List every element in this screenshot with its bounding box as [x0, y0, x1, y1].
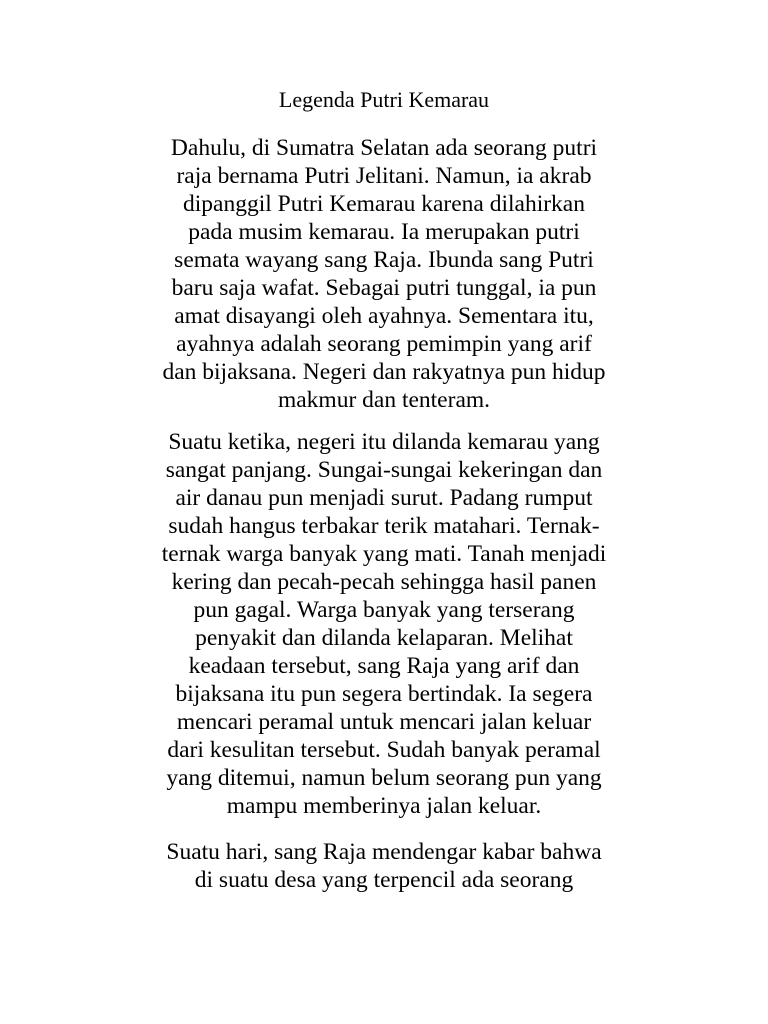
- text-line: raja bernama Putri Jelitani. Namun, ia akrab: [176, 163, 592, 189]
- text-line: semata wayang sang Raja. Ibunda sang Putri: [174, 247, 594, 273]
- text-line: Suatu hari, sang Raja mendengar kabar bahwa: [166, 839, 602, 865]
- document-title: Legenda Putri Kemarau: [278, 87, 490, 112]
- text-line: yang ditemui, namun belum seorang pun yang: [166, 765, 602, 791]
- text-line: amat disayangi oleh ayahnya. Sementara itu,: [174, 303, 594, 329]
- text-line: dan bijaksana. Negeri dan rakyatnya pun hidup: [162, 359, 606, 385]
- text-line: pada musim kemarau. Ia merupakan putri: [188, 219, 580, 245]
- text-line: air danau pun menjadi surut. Padang rumput: [175, 485, 593, 511]
- text-line: bijaksana itu pun segera bertindak. Ia segera: [175, 681, 593, 707]
- text-line: Suatu ketika, negeri itu dilanda kemarau yang: [168, 429, 600, 455]
- text-line: sudah hangus terbakar terik matahari. Ternak-: [168, 513, 600, 539]
- text-line: mencari peramal untuk mencari jalan keluar: [176, 709, 592, 735]
- text-line: di suatu desa yang terpencil ada seorang: [194, 867, 574, 893]
- text-line: ayahnya adalah seorang pemimpin yang arif: [176, 331, 592, 357]
- text-line: ternak warga banyak yang mati. Tanah menjadi: [161, 541, 607, 567]
- text-line: dari kesulitan tersebut. Sudah banyak peramal: [167, 737, 601, 763]
- text-line: kering dan pecah-pecah sehingga hasil panen: [171, 569, 597, 595]
- text-line: penyakit dan dilanda kelaparan. Melihat: [195, 625, 573, 651]
- text-line: baru saja wafat. Sebagai putri tunggal, ia pun: [171, 275, 597, 301]
- text-line: makmur dan tenteram.: [277, 387, 491, 413]
- text-line: sangat panjang. Sungai-sungai kekeringan dan: [165, 457, 603, 483]
- text-line: dipanggil Putri Kemarau karena dilahirkan: [183, 191, 585, 217]
- text-line: mampu memberinya jalan keluar.: [226, 793, 542, 819]
- text-line: keadaan tersebut, sang Raja yang arif dan: [188, 653, 580, 679]
- text-line: Dahulu, di Sumatra Selatan ada seorang putri: [170, 135, 598, 161]
- text-line: pun gagal. Warga banyak yang terserang: [193, 597, 575, 623]
